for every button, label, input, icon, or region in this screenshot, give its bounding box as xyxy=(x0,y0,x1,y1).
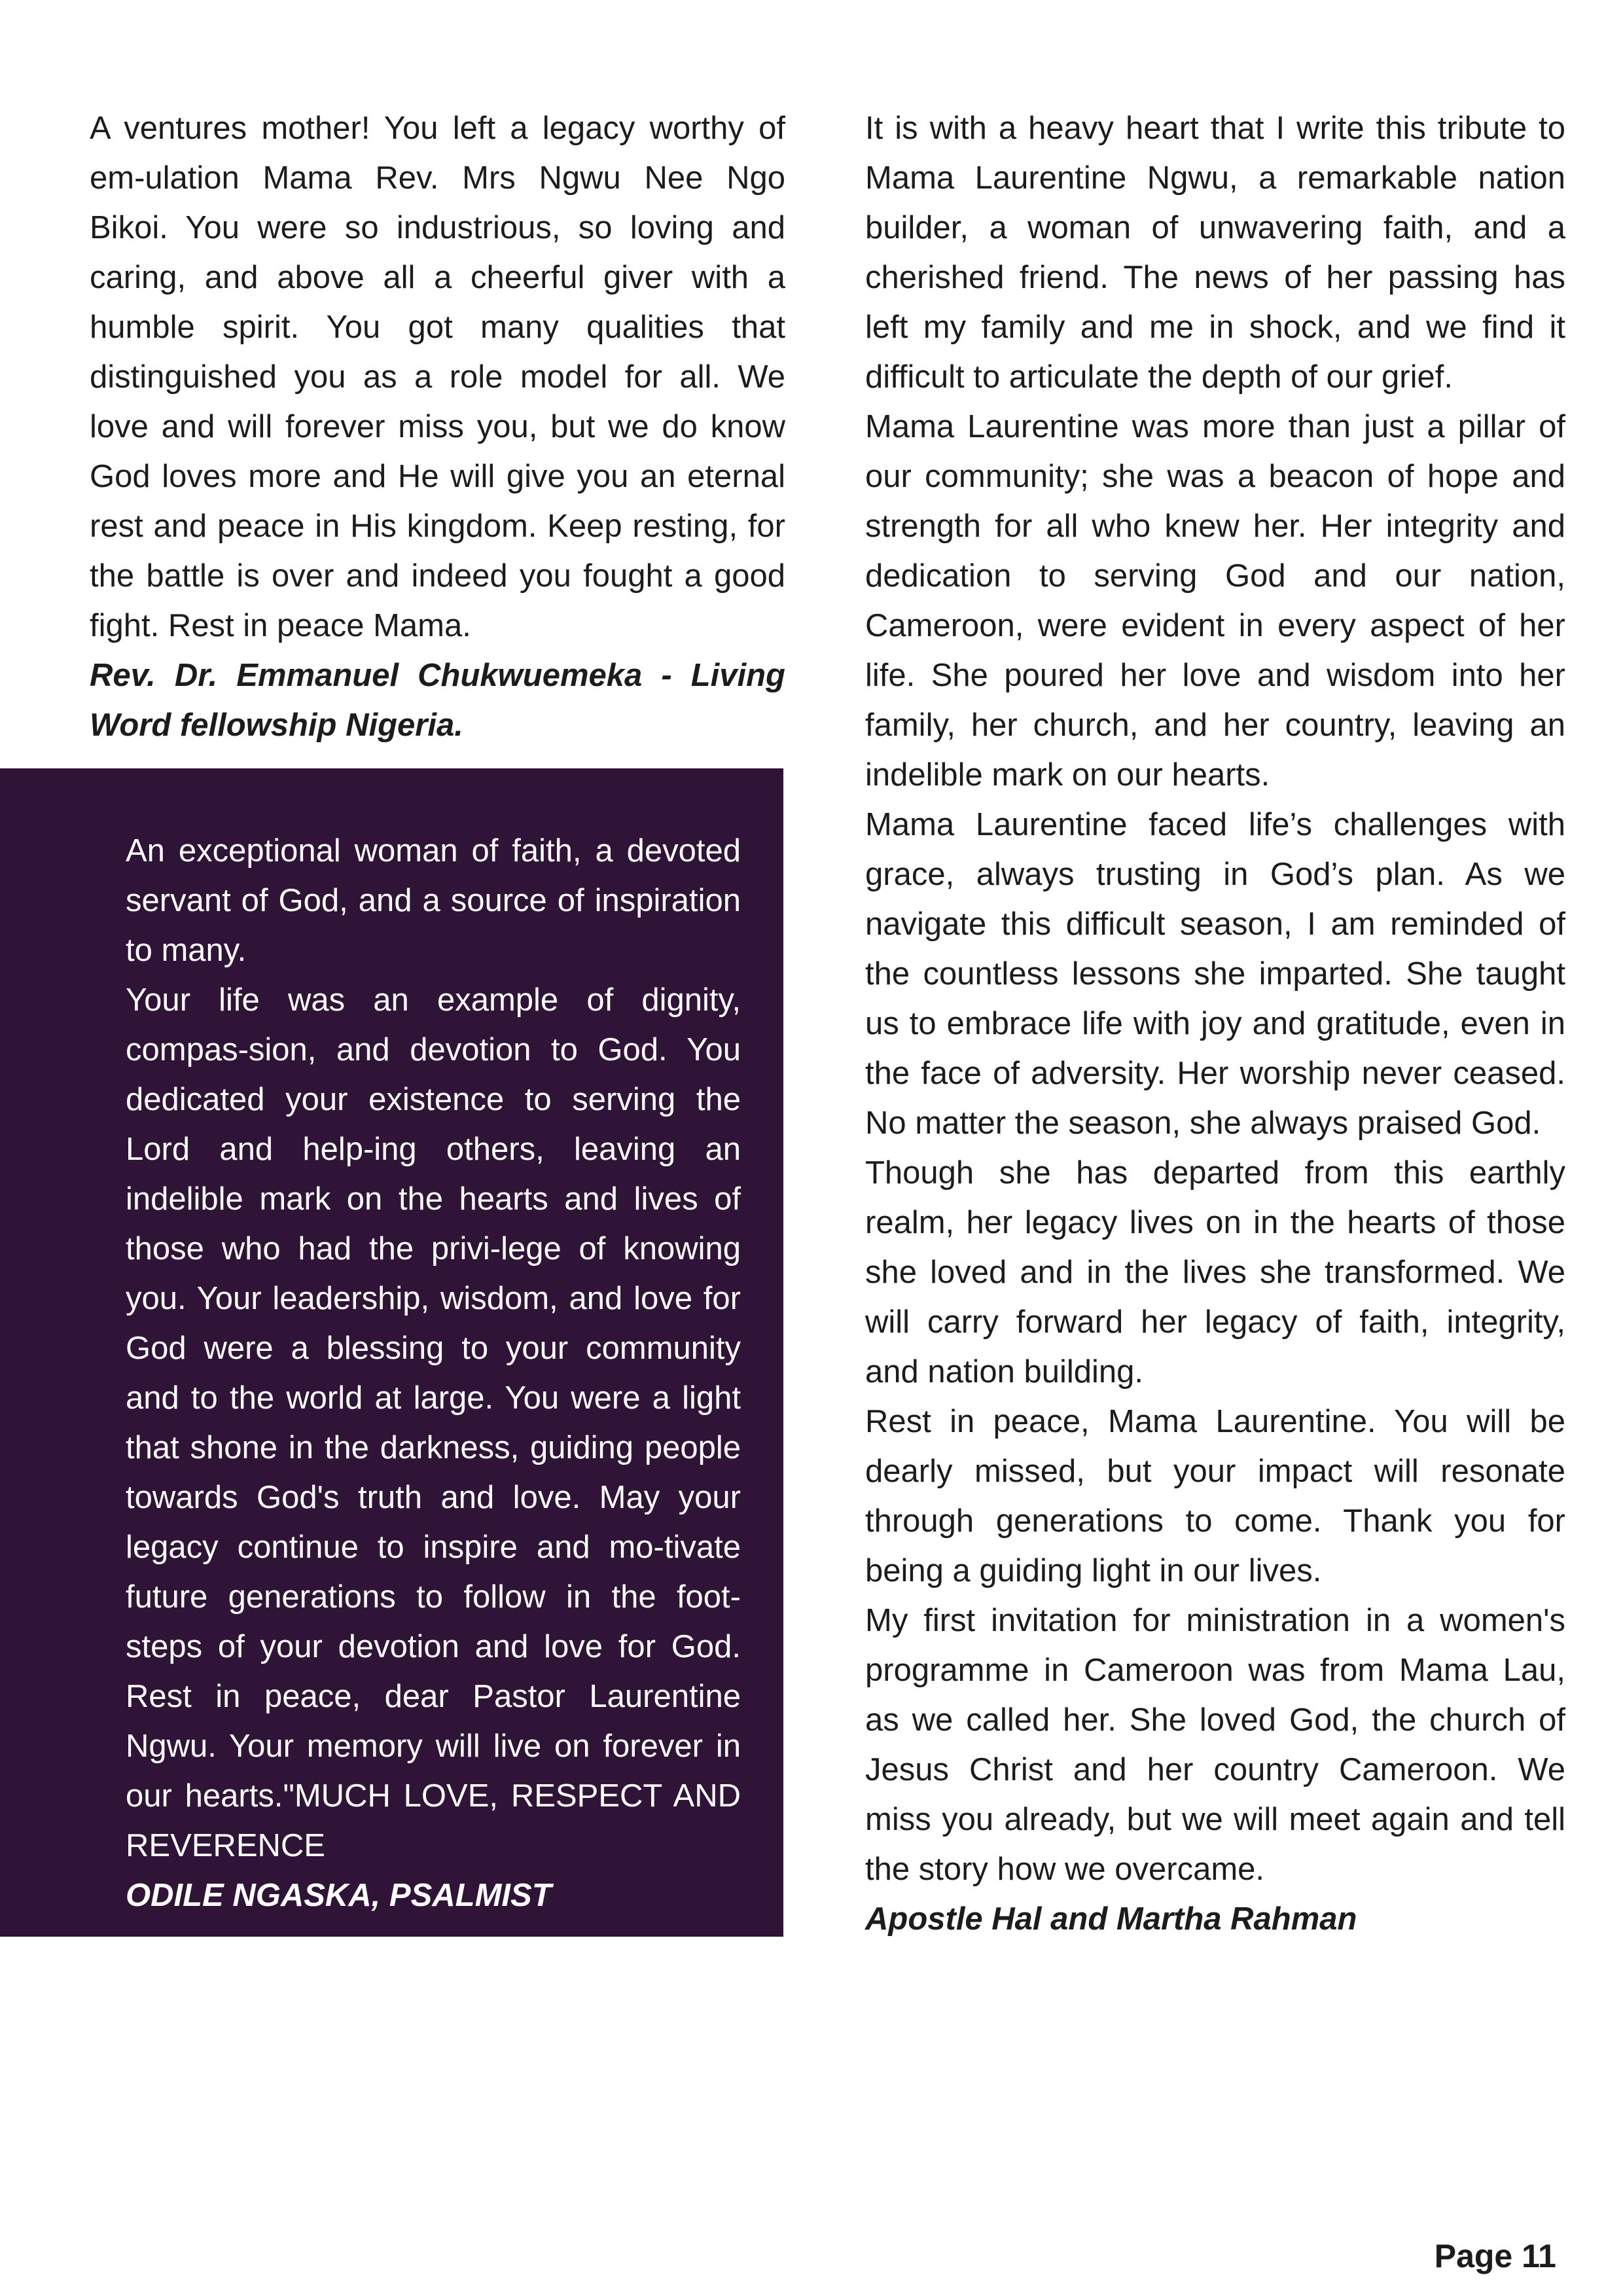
tribute-odile-ngaska xyxy=(126,826,741,1920)
tribute-rev-emmanuel xyxy=(90,103,785,750)
tribute-paragraph: Though she has departed from this earthly realm, her legacy lives on in the hearts of those she loved and in the lives she transformed. We will carry forward her legacy of faith, integrity, and nation building. xyxy=(865,1155,1565,1390)
tribute-paragraph: My first invitation for ministration in a women's programme in Cameroon was from Mama Lau, as we called her. She loved God, the church of Jesus Christ and her country Cameroon. We miss you already, but we will meet again and tell the story how we overcame. xyxy=(865,1603,1565,1887)
tribute-body: A ventures mother! You left a legacy worthy of em-ulation Mama Rev. Mrs Ngwu Nee Ngo Bikoi. You were so industrious, so loving and caring, and above all a cheerful giver with a humble spirit. You got many qualities that distinguished you as a role model for all. We love and will forever miss you, but we do know God loves more and He will give you an eternal rest and peace in His kingdom. Keep resting, for the battle is over and indeed you fought a good fight. Rest in peace Mama. xyxy=(90,111,785,643)
tribute-paragraph: It is with a heavy heart that I write this tribute to Mama Laurentine Ngwu, a remarkable nation builder, a woman of unwavering faith, and a cherished friend. The news of her passing has left my family and me in shock, and we find it difficult to articulate the depth of our grief. xyxy=(865,111,1565,395)
tribute-paragraph: Your life was an example of dignity, compas-sion, and devotion to God. You dedicated your existence to serving the Lord and help-ing others, leaving an indelible mark on the hearts and lives of those who had the privi-lege of knowing you. Your leadership, wisdom, and love for God were a blessing to your community and to the world at large. You were a light that shone in the darkness, guiding people towards God's truth and love. May your legacy continue to inspire and mo-tivate future generations to follow in the foot-steps of your devotion and love for God. Rest in peace, dear Pastor Laurentine Ngwu. Your memory will live on forever in our hearts."MUCH LOVE, RESPECT AND REVERENCE xyxy=(126,982,741,1863)
tribute-signature: ODILE NGASKA, PSALMIST xyxy=(126,1878,552,1913)
tribute-paragraph: Mama Laurentine was more than just a pillar of our community; she was a beacon of hope and strength for all who knew her. Her integrity and dedication to serving God and our nation, Cameroon, were evident in every aspect of her life. She poured her love and wisdom into her family, her church, and her country, leaving an indelible mark on our hearts. xyxy=(865,409,1565,793)
tribute-apostle-hal xyxy=(865,103,1565,1944)
page-number: Page 11 xyxy=(1434,2238,1556,2274)
tribute-signature: Rev. Dr. Emmanuel Chukwuemeka - Living Word fellowship Nigeria. xyxy=(90,658,785,743)
tribute-paragraph: Rest in peace, Mama Laurentine. You will be dearly missed, but your impact will resonate through generations to come. Thank you for being a guiding light in our lives. xyxy=(865,1404,1565,1588)
tribute-paragraph: An exceptional woman of faith, a devoted servant of God, and a source of inspiration to many. xyxy=(126,833,741,968)
tribute-paragraph: Mama Laurentine faced life’s challenges with grace, always trusting in God’s plan. As we navigate this difficult season, I am reminded of the countless lessons she imparted. She taught us to embrace life with joy and gratitude, even in the face of adversity. Her worship never ceased. No matter the season, she always praised God. xyxy=(865,807,1565,1141)
tribute-signature: Apostle Hal and Martha Rahman xyxy=(865,1901,1357,1937)
